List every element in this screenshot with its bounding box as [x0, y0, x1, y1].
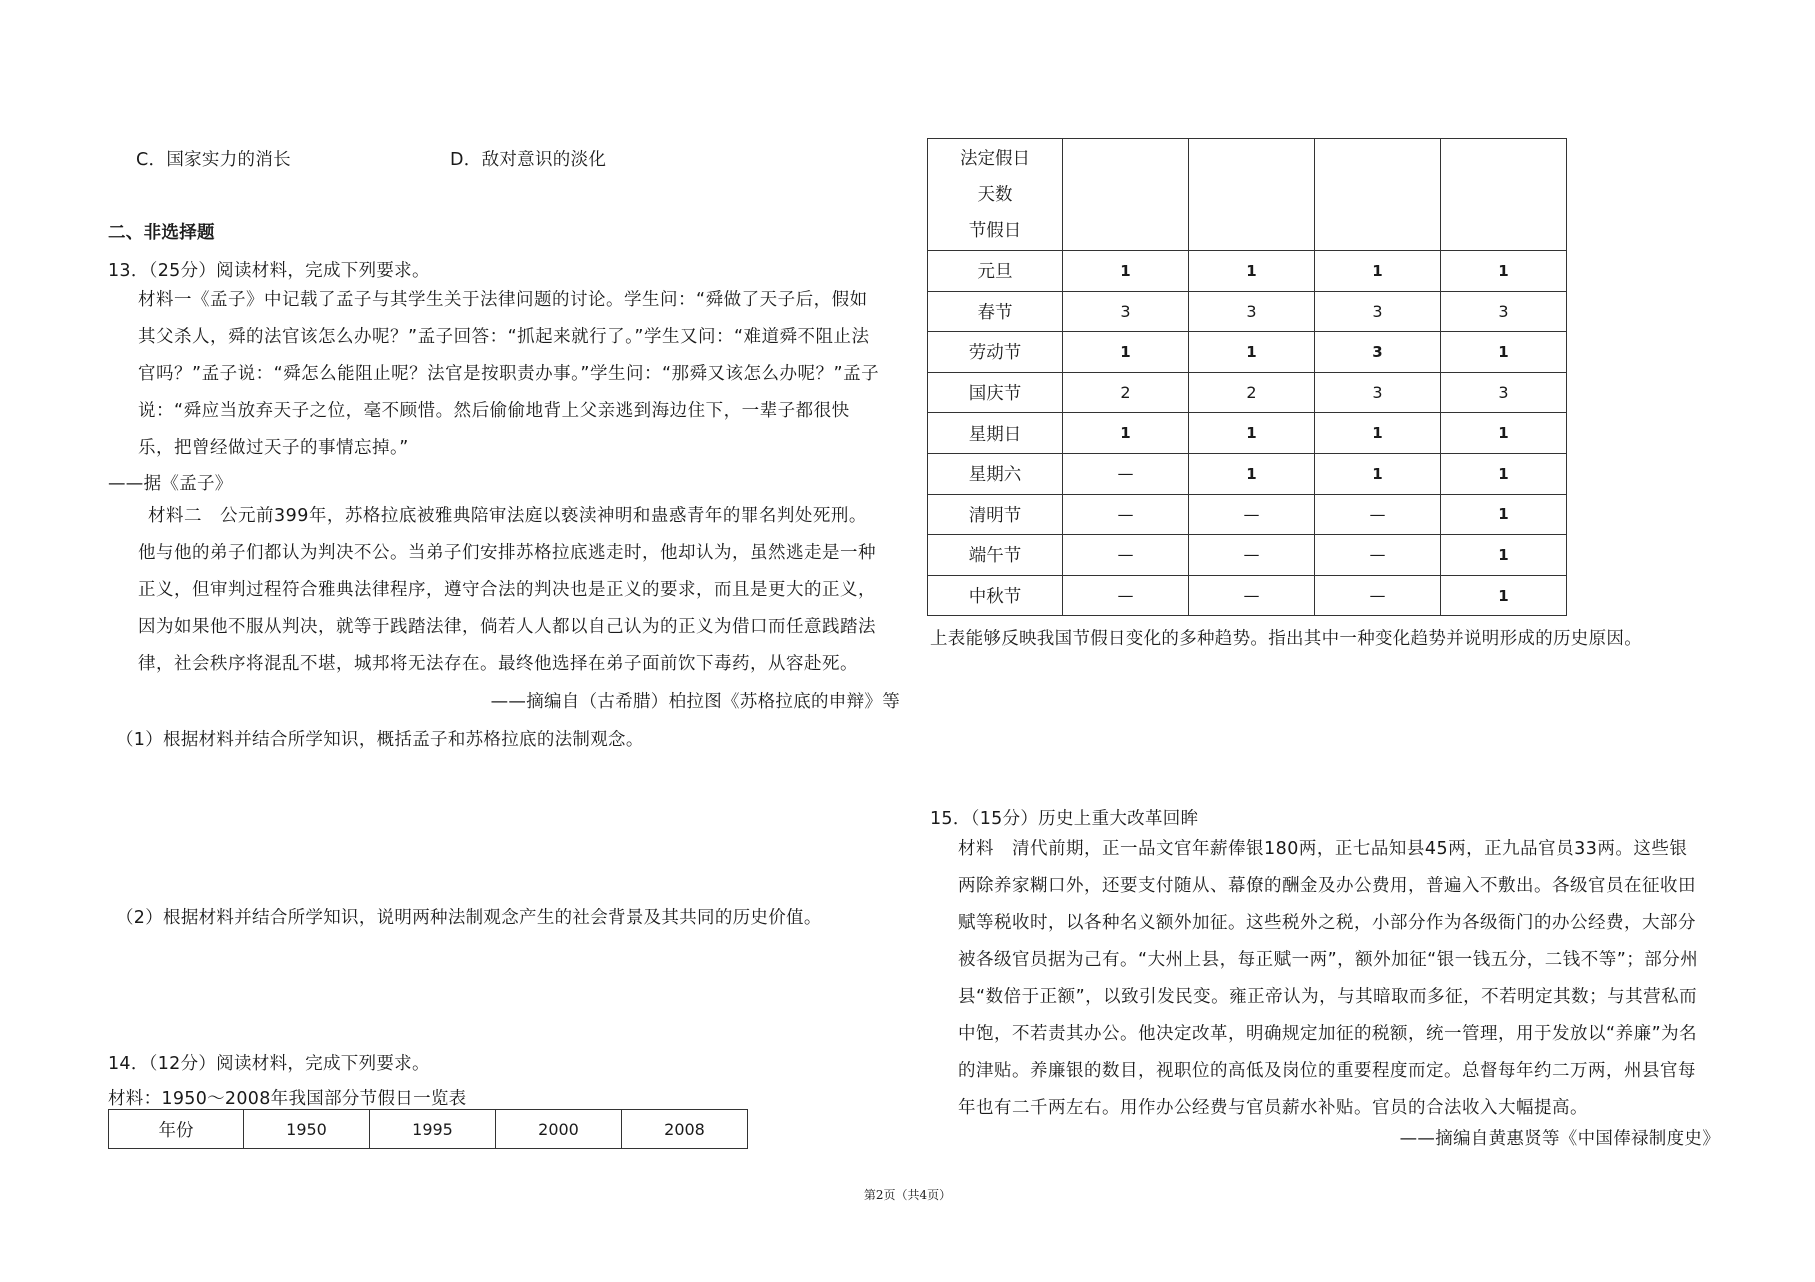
q14-material: 材料：1950～2008年我国部分节假日一览表	[108, 1089, 467, 1109]
holiday-days-cell: —	[1063, 453, 1189, 494]
header-line: 天数	[977, 184, 1013, 205]
option-c: C．国家实力的消长	[136, 150, 291, 170]
holiday-name: 中秋节	[928, 575, 1063, 616]
empty-cell	[1315, 139, 1441, 251]
q15-material	[958, 831, 1698, 1127]
year-cell: 2008	[622, 1110, 748, 1149]
holiday-days-cell: 1	[1441, 413, 1567, 454]
holiday-row	[928, 332, 1567, 373]
q14-question: 上表能够反映我国节假日变化的多种趋势。指出其中一种变化趋势并说明形成的历史原因。	[930, 629, 1642, 649]
year-cell: 1995	[370, 1110, 496, 1149]
holiday-days-cell: —	[1189, 494, 1315, 535]
year-cell: 1950	[244, 1110, 370, 1149]
holiday-days-cell: —	[1063, 494, 1189, 535]
q13-sub1: （1）根据材料并结合所学知识，概括孟子和苏格拉底的法制观念。	[116, 730, 644, 750]
holiday-days-cell: 1	[1441, 332, 1567, 373]
material-line: 律，社会秩序将混乱不堪，城邦将无法存在。最终他选择在弟子面前饮下毒药，从容赴死。	[138, 654, 858, 674]
q13-source1: ——据《孟子》	[108, 474, 233, 494]
holiday-days-cell: —	[1063, 535, 1189, 576]
holiday-days-cell: —	[1063, 575, 1189, 616]
material-line: 材料一《孟子》中记载了孟子与其学生关于法律问题的讨论。学生问：“舜做了天子后，假如	[138, 290, 868, 310]
holiday-days-cell: —	[1315, 494, 1441, 535]
section-title: 二、非选择题	[108, 223, 215, 243]
material-line: 他与他的弟子们都认为判决不公。当弟子们安排苏格拉底逃走时，他却认为，虽然逃走是一种	[138, 543, 876, 563]
material-line: 说：“舜应当放弃天子之位，毫不顾惜。然后偷偷地背上父亲逃到海边住下，一辈子都很快	[138, 401, 850, 421]
holiday-row	[928, 575, 1567, 616]
header-line: 法定假日	[960, 148, 1030, 169]
holiday-days-cell: —	[1315, 575, 1441, 616]
q13-sub2: （2）根据材料并结合所学知识，说明两种法制观念产生的社会背景及其共同的历史价值。	[116, 908, 822, 928]
empty-cell	[1189, 139, 1315, 251]
q13-material1	[138, 282, 879, 467]
holiday-days-cell: 1	[1063, 413, 1189, 454]
holiday-days-cell: 3	[1315, 291, 1441, 332]
material-line: 两除养家糊口外，还要支付随从、幕僚的酬金及办公费用，普遍入不敷出。各级官员在征收田	[958, 876, 1696, 896]
material-line: 赋等税收时，以各种名义额外加征。这些税外之税，小部分作为各级衙门的办公经费，大部分	[958, 913, 1696, 933]
holiday-days-cell: 3	[1189, 291, 1315, 332]
year-cell: 2000	[496, 1110, 622, 1149]
material-line: 被各级官员据为己有。“大州上县，每正赋一两”，额外加征“银一钱五分，二钱不等”；部分州	[958, 950, 1699, 970]
material-line: 因为如果他不服从判决，就等于践踏法律，倘若人人都以自己认为的正义为借口而任意践踏法	[138, 617, 876, 637]
material-line: 中饱，不若责其办公。他决定改革，明确规定加征的税额，统一管理，用于发放以“养廉”为名	[958, 1024, 1698, 1044]
material-line: 官吗？”孟子说：“舜怎么能阻止呢？法官是按职责办事。”学生问：“那舜又该怎么办呢？”孟子	[138, 364, 880, 384]
holiday-name: 春节	[928, 291, 1063, 332]
holiday-row	[928, 453, 1567, 494]
holiday-row	[928, 494, 1567, 535]
holiday-days-cell: 1	[1441, 453, 1567, 494]
holiday-row	[928, 413, 1567, 454]
year-header: 年份	[109, 1110, 244, 1149]
holiday-days-cell: 1	[1441, 494, 1567, 535]
q15-source: ——摘编自黄惠贤等《中国俸禄制度史》	[1399, 1129, 1720, 1149]
material-line: 其父杀人，舜的法官该怎么办呢？”孟子回答：“抓起来就行了。”学生又问：“难道舜不阻止法	[138, 327, 870, 347]
material-line: 材料二 公元前399年，苏格拉底被雅典陪审法庭以亵渎神明和蛊惑青年的罪名判处死刑。	[148, 506, 867, 526]
holiday-name: 劳动节	[928, 332, 1063, 373]
holiday-row	[928, 372, 1567, 413]
q13-source2: ——摘编自（古希腊）柏拉图《苏格拉底的申辩》等	[490, 692, 900, 712]
q13-stem: 13．（25分）阅读材料，完成下列要求。	[108, 261, 430, 281]
material-line: 乐，把曾经做过天子的事情忘掉。”	[138, 438, 409, 458]
material-line: 的津贴。养廉银的数目，视职位的高低及岗位的重要程度而定。总督每年约二万两，州县官每	[958, 1061, 1696, 1081]
holiday-days-cell: 1	[1063, 251, 1189, 292]
holiday-days-cell: 1	[1189, 332, 1315, 373]
holiday-row	[928, 291, 1567, 332]
holiday-days-cell: 3	[1063, 291, 1189, 332]
holiday-days-cell: 3	[1441, 291, 1567, 332]
material-line: 年也有二千两左右。用作办公经费与官员薪水补贴。官员的合法收入大幅提高。	[958, 1098, 1588, 1118]
holiday-days-cell: 1	[1189, 251, 1315, 292]
holiday-days-cell: 1	[1441, 535, 1567, 576]
page-number: 第2页（共4页）	[863, 1188, 952, 1202]
holiday-days-cell: —	[1189, 575, 1315, 616]
holiday-days-cell: 1	[1189, 453, 1315, 494]
holiday-days-cell: 1	[1315, 413, 1441, 454]
holiday-name: 星期六	[928, 453, 1063, 494]
q15-stem: 15．（15分）历史上重大改革回眸	[930, 809, 1199, 829]
holiday-days-cell: 3	[1441, 372, 1567, 413]
holiday-name: 元旦	[928, 251, 1063, 292]
empty-cell	[1441, 139, 1567, 251]
holiday-days-cell: —	[1315, 535, 1441, 576]
holiday-table	[927, 138, 1567, 616]
holiday-days-cell: 1	[1315, 453, 1441, 494]
header-line: 节假日	[968, 220, 1022, 241]
holiday-row	[928, 251, 1567, 292]
holiday-name: 国庆节	[928, 372, 1063, 413]
material-line: 正义，但审判过程符合雅典法律程序，遵守合法的判决也是正义的要求，而且是更大的正义，	[138, 580, 876, 600]
holiday-days-cell: 1	[1315, 251, 1441, 292]
holiday-days-cell: 2	[1063, 372, 1189, 413]
holiday-days-cell: 1	[1441, 251, 1567, 292]
holiday-days-cell: 1	[1063, 332, 1189, 373]
holiday-days-cell: 3	[1315, 372, 1441, 413]
material-line: 材料 清代前期，正一品文官年薪俸银180两，正七品知县45两，正九品官员33两。这些银	[958, 839, 1688, 859]
holiday-row	[928, 535, 1567, 576]
q14-stem: 14．（12分）阅读材料，完成下列要求。	[108, 1054, 430, 1074]
holiday-name: 星期日	[928, 413, 1063, 454]
holiday-days-cell: 2	[1189, 372, 1315, 413]
holiday-table-header	[108, 1109, 748, 1149]
material-line: 县“数倍于正额”，以致引发民变。雍正帝认为，与其暗取而多征，不若明定其数；与其营私而	[958, 987, 1698, 1007]
holiday-name: 端午节	[928, 535, 1063, 576]
holiday-days-cell: 1	[1441, 575, 1567, 616]
option-d: D．敌对意识的淡化	[450, 150, 607, 170]
holiday-days-cell: 3	[1315, 332, 1441, 373]
holiday-days-cell: —	[1189, 535, 1315, 576]
q13-material2	[138, 498, 876, 683]
holiday-days-cell: 1	[1189, 413, 1315, 454]
empty-cell	[1063, 139, 1189, 251]
holiday-header-cell	[928, 139, 1063, 251]
holiday-name: 清明节	[928, 494, 1063, 535]
